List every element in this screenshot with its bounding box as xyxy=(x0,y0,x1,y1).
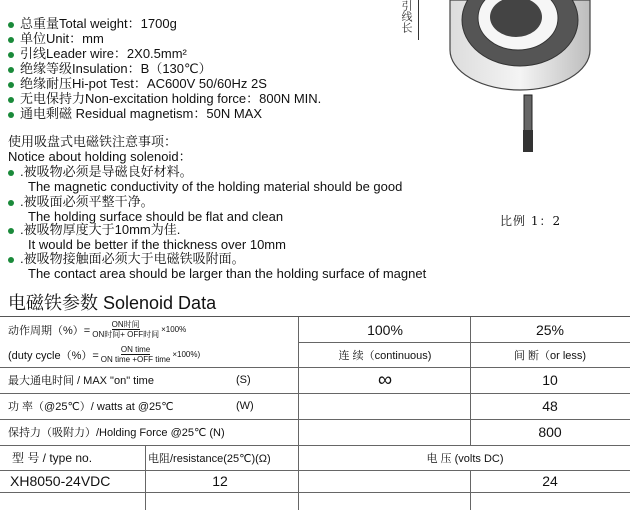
duty-cycle-formula-cn xyxy=(8,317,298,342)
notice-text: .被吸物厚度大于10mm为佳. xyxy=(20,222,181,237)
duty-value-continuous: 100% xyxy=(367,321,403,338)
notice-item-1-cn xyxy=(8,164,193,179)
duty-label-en: (duty cycle（%）= xyxy=(8,349,99,362)
duty-mode-continuous: 连 续（continuous) xyxy=(338,349,432,362)
spec-text: 单位Unit：mm xyxy=(20,31,104,46)
grid-line xyxy=(298,445,299,510)
duty-frac-bottom-en: ON time +OFF time xyxy=(100,355,171,364)
power-intermittent: 48 xyxy=(542,398,558,414)
table-row-model-header xyxy=(0,445,630,471)
spec-insulation xyxy=(8,61,212,76)
bullet-icon xyxy=(8,82,14,88)
notice-item-3-en: It would be better if the thickness over 10mm xyxy=(28,237,286,252)
spec-text: 引线Leader wire：2X0.5mm² xyxy=(20,46,187,61)
notice-text: .被吸面必须平整干净。 xyxy=(20,194,154,209)
max-on-continuous: ∞ xyxy=(377,368,393,391)
notice-item-3-cn xyxy=(8,222,180,237)
drawing-border-line xyxy=(418,0,419,40)
duty-subrow-divider xyxy=(298,342,630,343)
table-row-model xyxy=(0,470,630,493)
bullet-icon xyxy=(8,37,14,43)
spec-text: 绝缘耐压Hi-pot Test：AC600V 50/60Hz 2S xyxy=(20,76,267,91)
spec-text: 总重量Total weight：1700g xyxy=(20,16,177,31)
duty-frac-top-en: ON time xyxy=(120,345,151,354)
duty-label-cn: 动作周期（%）= xyxy=(8,324,91,337)
spec-text: 绝缘等级Insulation：B（130℃） xyxy=(20,61,212,76)
notice-item-4-cn xyxy=(8,251,245,266)
spec-leader-wire xyxy=(8,46,187,61)
bullet-icon xyxy=(8,22,14,28)
voltage-value: 24 xyxy=(542,473,558,489)
duty-suffix-cn: ×100% xyxy=(161,325,187,334)
table-row-power xyxy=(0,393,630,420)
spec-residual-magnetism xyxy=(8,106,262,121)
voltage-header: 电 压 (volts DC) xyxy=(426,452,504,465)
notice-title-en: Notice about holding solenoid： xyxy=(8,149,192,164)
duty-frac-bottom-cn: ON时间+ OFF时间 xyxy=(92,330,160,339)
spec-unit xyxy=(8,31,104,46)
notice-item-1-en: The magnetic conductivity of the holding material should be good xyxy=(28,179,403,194)
notice-title-cn: 使用吸盘式电磁铁注意事项： xyxy=(8,134,178,149)
max-on-intermittent: 10 xyxy=(542,372,558,388)
table-row-holding-force xyxy=(0,419,630,446)
lead-length-label: 引线长 xyxy=(400,0,412,33)
solenoid-product-image xyxy=(440,0,600,160)
table-row-empty xyxy=(0,492,630,510)
duty-fraction-en xyxy=(101,345,171,364)
model-value: XH8050-24VDC xyxy=(10,473,111,489)
bullet-icon xyxy=(8,112,14,118)
spec-hipot-test xyxy=(8,76,267,91)
spec-text: 通电剩磁 Residual magnetism：50N MAX xyxy=(20,106,263,121)
grid-line xyxy=(298,317,299,445)
grid-line xyxy=(470,470,471,510)
notice-text: .被吸物必须是导磁良好材料。 xyxy=(20,164,193,179)
duty-frac-top-cn: ON时间 xyxy=(111,320,140,329)
duty-mode-intermittent: 间 断（or less) xyxy=(513,349,587,362)
spec-total-weight xyxy=(8,16,177,31)
model-header: 型 号 / type no. xyxy=(12,451,93,465)
section-title: 电磁铁参数 Solenoid Data xyxy=(8,293,217,313)
duty-value-intermittent: 25% xyxy=(535,321,565,338)
notice-item-4-en: The contact area should be larger than the holding surface of magnet xyxy=(28,266,427,281)
bullet-icon xyxy=(8,257,14,263)
force-intermittent: 800 xyxy=(538,424,562,440)
spec-text: 无电保持力Non-excitation holding force：800N MIN. xyxy=(20,91,322,106)
notice-item-2-en: The holding surface should be flat and clean xyxy=(28,209,284,224)
bullet-icon xyxy=(8,97,14,103)
table-row-max-on-time xyxy=(0,367,630,394)
resistance-header: 电阻/resistance(25℃)(Ω) xyxy=(148,452,271,465)
duty-suffix-en: ×100%) xyxy=(172,350,201,359)
duty-cycle-formula-en xyxy=(8,342,298,367)
max-on-unit: (S) xyxy=(236,374,251,386)
grid-line xyxy=(470,317,471,445)
bullet-icon xyxy=(8,228,14,234)
bullet-icon xyxy=(8,67,14,73)
resistance-value: 12 xyxy=(212,473,228,489)
max-on-label: 最大通电时间 / MAX "on" time xyxy=(8,375,154,387)
spec-holding-force xyxy=(8,91,321,106)
duty-fraction-cn xyxy=(92,320,159,339)
bullet-icon xyxy=(8,170,14,176)
notice-text: .被吸物接触面必须大于电磁铁吸附面。 xyxy=(20,251,245,266)
solenoid-data-table xyxy=(0,316,630,510)
notice-item-2-cn xyxy=(8,194,154,209)
bullet-icon xyxy=(8,52,14,58)
grid-line xyxy=(145,445,146,510)
power-unit: (W) xyxy=(236,400,254,412)
bullet-icon xyxy=(8,200,14,206)
force-label: 保持力（吸附力）/Holding Force @25℃ (N) xyxy=(8,427,225,439)
power-label: 功 率（@25℃）/ watts at @25℃ xyxy=(8,401,174,413)
scale-label: 比例 1：2 xyxy=(500,214,562,228)
